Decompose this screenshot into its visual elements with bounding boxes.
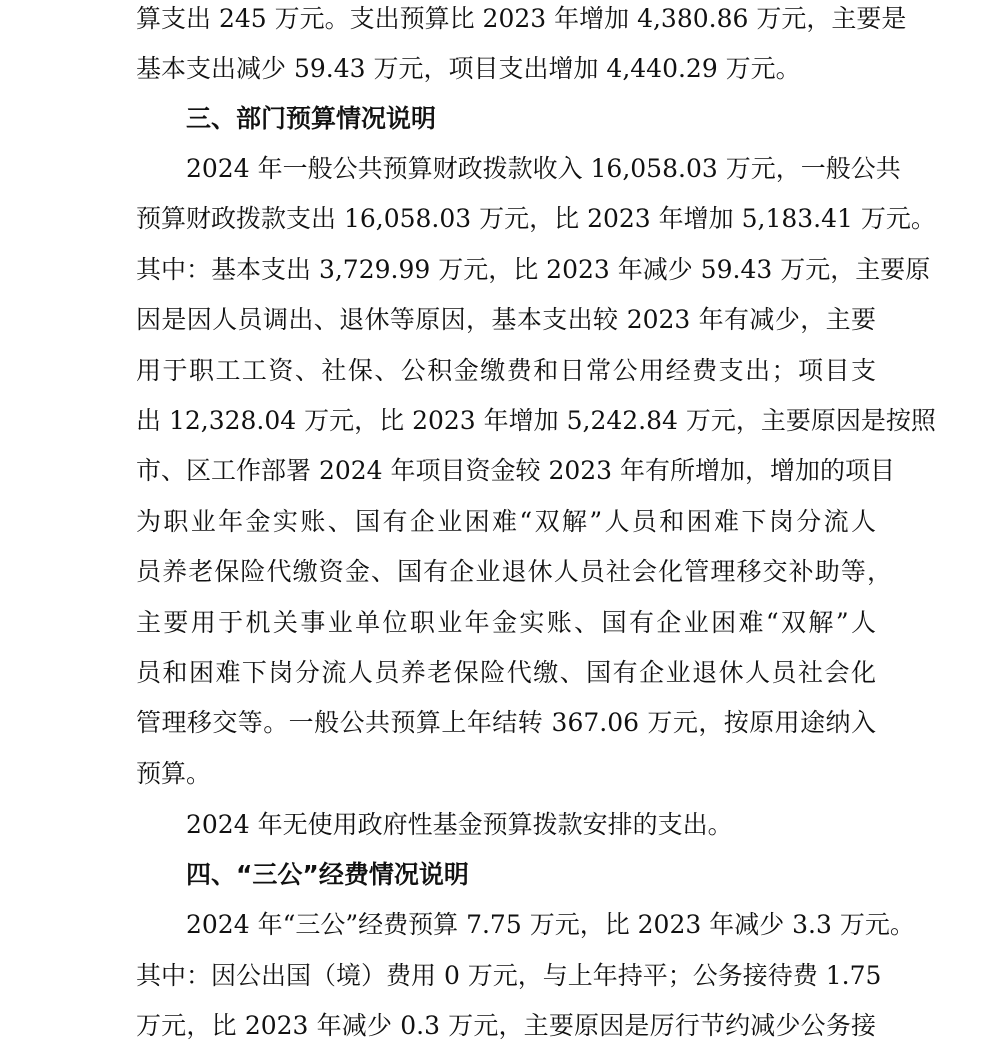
text-line: 员和困难下岗分流人员养老保险代缴、国有企业退休人员社会化 [136, 658, 876, 687]
text-line: 预算财政拨款支出 16,058.03 万元，比 2023 年增加 5,183.41 万元。 [136, 204, 936, 233]
text-line: 2024 年一般公共预算财政拨款收入 16,058.03 万元，一般公共 [186, 154, 901, 183]
text-line: 基本支出减少 59.43 万元，项目支出增加 4,440.29 万元。 [136, 54, 801, 83]
text-line: 市、区工作部署 2024 年项目资金较 2023 年有所增加，增加的项目 [136, 456, 896, 485]
text-line: 主要用于机关事业单位职业年金实账、国有企业困难“双解”人 [136, 608, 876, 637]
text-line: 管理移交等。一般公共预算上年结转 367.06 万元，按原用途纳入 [136, 708, 876, 737]
text-line: 其中：基本支出 3,729.99 万元，比 2023 年减少 59.43 万元，主要原 [136, 255, 931, 284]
text-line: 2024 年“三公”经费预算 7.75 万元，比 2023 年减少 3.3 万元。 [186, 910, 915, 939]
section-heading-4: 四、“三公”经费情况说明 [186, 860, 469, 889]
text-line: 因是因人员调出、退休等原因，基本支出较 2023 年有减少，主要 [136, 305, 876, 334]
text-line: 其中：因公出国（境）费用 0 万元，与上年持平；公务接待费 1.75 [136, 961, 882, 990]
text-line: 2024 年无使用政府性基金预算拨款安排的支出。 [186, 810, 733, 839]
text-line: 为职业年金实账、国有企业困难“双解”人员和困难下岗分流人 [136, 507, 876, 536]
text-line: 万元，比 2023 年减少 0.3 万元，主要原因是厉行节约减少公务接 [136, 1011, 876, 1040]
section-heading-3: 三、部门预算情况说明 [186, 104, 437, 133]
text-line: 出 12,328.04 万元，比 2023 年增加 5,242.84 万元，主要原因是按照 [136, 406, 936, 435]
text-line: 员养老保险代缴资金、国有企业退休人员社会化管理移交补助等， [136, 557, 892, 586]
text-line: 用于职工工资、社保、公积金缴费和日常公用经费支出；项目支 [136, 356, 876, 385]
text-line: 算支出 245 万元。支出预算比 2023 年增加 4,380.86 万元，主要是 [136, 4, 907, 33]
text-line: 预算。 [136, 759, 212, 788]
